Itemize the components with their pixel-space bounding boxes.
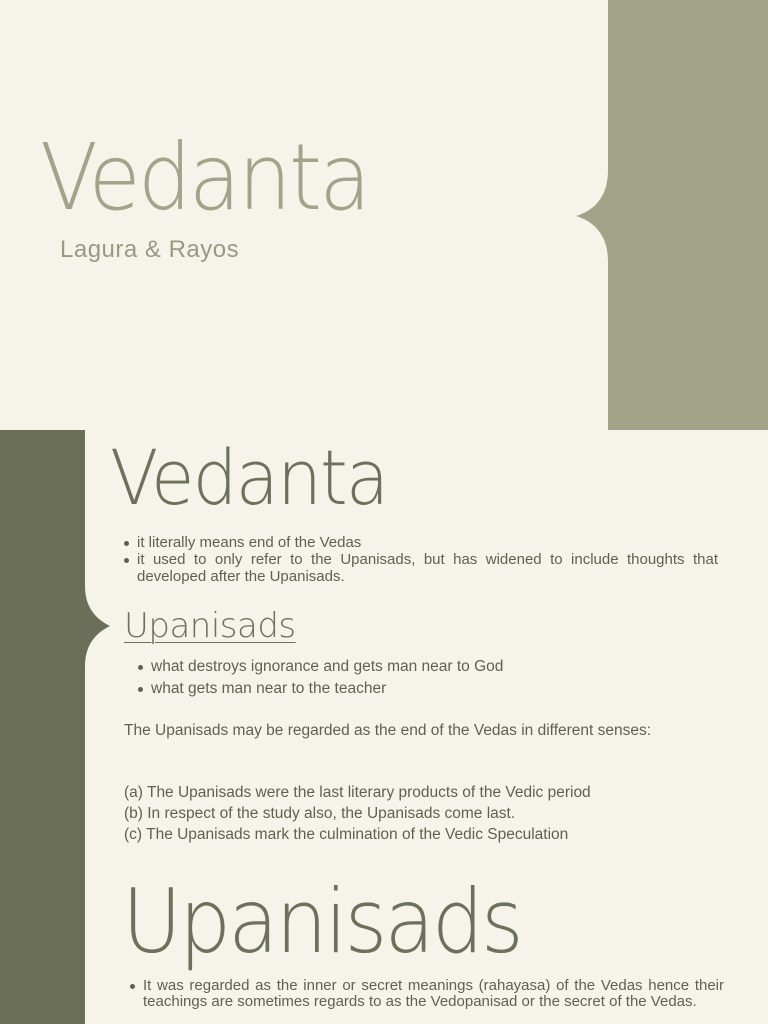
- decorative-side-panel: [0, 430, 115, 1024]
- slide-title: Vedanta: [110, 433, 388, 522]
- list-item: It was regarded as the inner or secret meanings (rahayasa) of the Vedas hence their teachings are sometimes regards to as the Vedopanisad or the secret of the Vedas.: [126, 978, 724, 1010]
- section-heading: Upanisads: [124, 606, 296, 646]
- decorative-side-panel: [576, 0, 768, 430]
- list-item: (b) In respect of the study also, the Upanisads come last.: [124, 805, 516, 822]
- list-item: (c) The Upanisads mark the culmination of the Vedic Speculation: [124, 826, 569, 843]
- meaning-list: [134, 656, 724, 700]
- list-item: what destroys ignorance and gets man near to God: [134, 656, 724, 678]
- authors-subtitle: Lagura & Rayos: [60, 236, 240, 263]
- list-item: (a) The Upanisads were the last literary products of the Vedic period: [124, 784, 591, 801]
- list-item: what gets man near to the teacher: [134, 678, 724, 700]
- definition-list: [120, 534, 718, 585]
- upanisads-list: [126, 978, 724, 1010]
- next-slide-title: Upanisads: [122, 870, 521, 973]
- content-slide: [0, 430, 768, 1024]
- list-item: it used to only refer to the Upanisads, but has widened to include thoughts that developed after the Upanisads.: [120, 551, 718, 585]
- presentation-title: Vedanta: [40, 124, 369, 231]
- list-item: it literally means end of the Vedas: [120, 534, 718, 551]
- points-list: [124, 782, 744, 845]
- title-slide: [0, 0, 768, 430]
- body-paragraph: The Upanisads may be regarded as the end of the Vedas in different senses:: [124, 722, 652, 739]
